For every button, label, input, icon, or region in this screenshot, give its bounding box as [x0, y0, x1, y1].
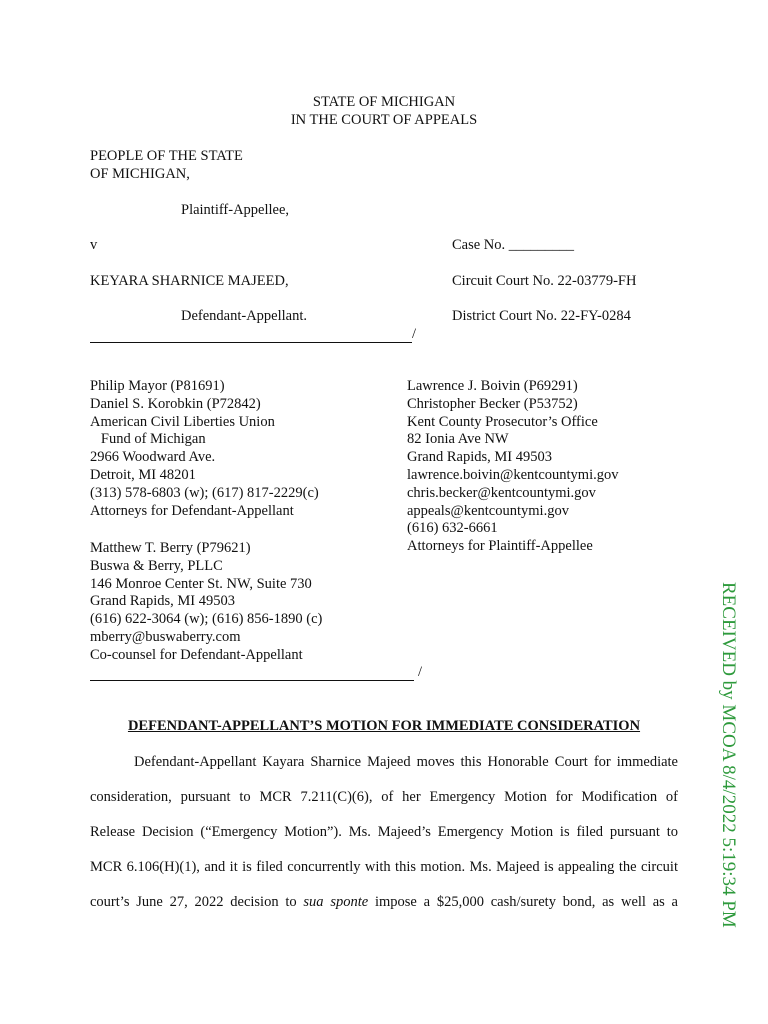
- defense-counsel-line: (313) 578-6803 (w); (617) 817-2229(c): [90, 484, 319, 501]
- motion-body-line: [90, 893, 678, 928]
- plaintiff-name-line1: PEOPLE OF THE STATE: [90, 148, 243, 164]
- prosecution-counsel-line: Attorneys for Plaintiff-Appellee: [407, 538, 593, 555]
- motion-body-line: MCR 6.106(H)(1), and it is filed concurrently with this motion. Ms. Majeed is appealing the circuit: [90, 859, 678, 875]
- motion-body-italic: sua sponte: [303, 894, 369, 910]
- counsel-divider: [90, 680, 414, 681]
- defense-counsel-line: 2966 Woodward Ave.: [90, 449, 216, 466]
- received-stamp: RECEIVED by MCOA 8/4/2022 5:19:34 PM: [718, 582, 739, 928]
- prosecution-counsel-email: appeals@kentcountymi.gov: [407, 502, 569, 519]
- defendant-name: KEYARA SHARNICE MAJEED,: [90, 273, 289, 289]
- plaintiff-name-line2: OF MICHIGAN,: [90, 166, 190, 182]
- prosecution-counsel-line: (616) 632-6661: [407, 520, 498, 537]
- prosecution-counsel-line: Christopher Becker (P53752): [407, 395, 578, 412]
- motion-body-text: court’s June 27, 2022 decision to: [90, 894, 304, 910]
- motion-body-line: consideration, pursuant to MCR 7.211(C)(6), of her Emergency Motion for Modification of: [90, 789, 678, 805]
- prosecution-counsel-line: 82 Ionia Ave NW: [407, 431, 509, 448]
- district-court-number: District Court No. 22-FY-0284: [452, 308, 631, 324]
- circuit-court-number: Circuit Court No. 22-03779-FH: [452, 273, 637, 289]
- co-counsel-line: (616) 622-3064 (w); (616) 856-1890 (c): [90, 611, 323, 628]
- prosecution-counsel-email: lawrence.boivin@kentcountymi.gov: [407, 466, 619, 483]
- motion-body: [90, 753, 678, 928]
- defendant-role: Defendant-Appellant.: [181, 308, 308, 324]
- co-counsel-line: Grand Rapids, MI 49503: [90, 593, 235, 610]
- co-counsel-block: [90, 540, 322, 665]
- defense-counsel-line: Detroit, MI 48201: [90, 466, 196, 483]
- co-counsel-line: Co-counsel for Defendant-Appellant: [90, 646, 303, 663]
- defense-counsel-line: Philip Mayor (P81691): [90, 378, 225, 394]
- co-counsel-line: Matthew T. Berry (P79621): [90, 540, 251, 556]
- defense-counsel-line: Daniel S. Korobkin (P72842): [90, 395, 261, 412]
- plaintiff-role: Plaintiff-Appellee,: [181, 202, 290, 218]
- case-number: Case No. _________: [452, 237, 575, 253]
- motion-body-line: Defendant-Appellant Kayara Sharnice Majeed moves this Honorable Court for immediate: [134, 754, 678, 770]
- motion-body-line: Release Decision (“Emergency Motion”). Ms. Majeed’s Emergency Motion is filed pursuant to: [90, 824, 678, 840]
- prosecution-counsel-email: chris.becker@kentcountymi.gov: [407, 484, 596, 501]
- prosecution-counsel-line: Grand Rapids, MI 49503: [407, 449, 552, 466]
- co-counsel-line: 146 Monroe Center St. NW, Suite 730: [90, 575, 312, 592]
- defense-counsel-line: American Civil Liberties Union: [90, 413, 275, 430]
- caption-court: IN THE COURT OF APPEALS: [290, 112, 478, 128]
- co-counsel-email: mberry@buswaberry.com: [90, 628, 241, 645]
- co-counsel-line: Buswa & Berry, PLLC: [90, 557, 223, 574]
- versus: v: [90, 237, 98, 253]
- caption-divider: [90, 342, 412, 343]
- motion-body-text: impose a $25,000 cash/surety bond, as well as a: [368, 894, 678, 910]
- prosecution-counsel-line: Kent County Prosecutor’s Office: [407, 413, 598, 430]
- prosecution-counsel-block: [407, 378, 618, 556]
- counsel-divider-slash: /: [418, 664, 423, 680]
- defense-counsel-line: Fund of Michigan: [90, 431, 206, 448]
- prosecution-counsel-line: Lawrence J. Boivin (P69291): [407, 378, 578, 394]
- motion-title: DEFENDANT-APPELLANT’S MOTION FOR IMMEDIATE CONSIDERATION: [127, 718, 641, 734]
- caption-state: STATE OF MICHIGAN: [312, 94, 456, 110]
- defense-counsel-block: [90, 378, 319, 520]
- defense-counsel-line: Attorneys for Defendant-Appellant: [90, 502, 294, 519]
- caption-divider-slash: /: [412, 326, 417, 342]
